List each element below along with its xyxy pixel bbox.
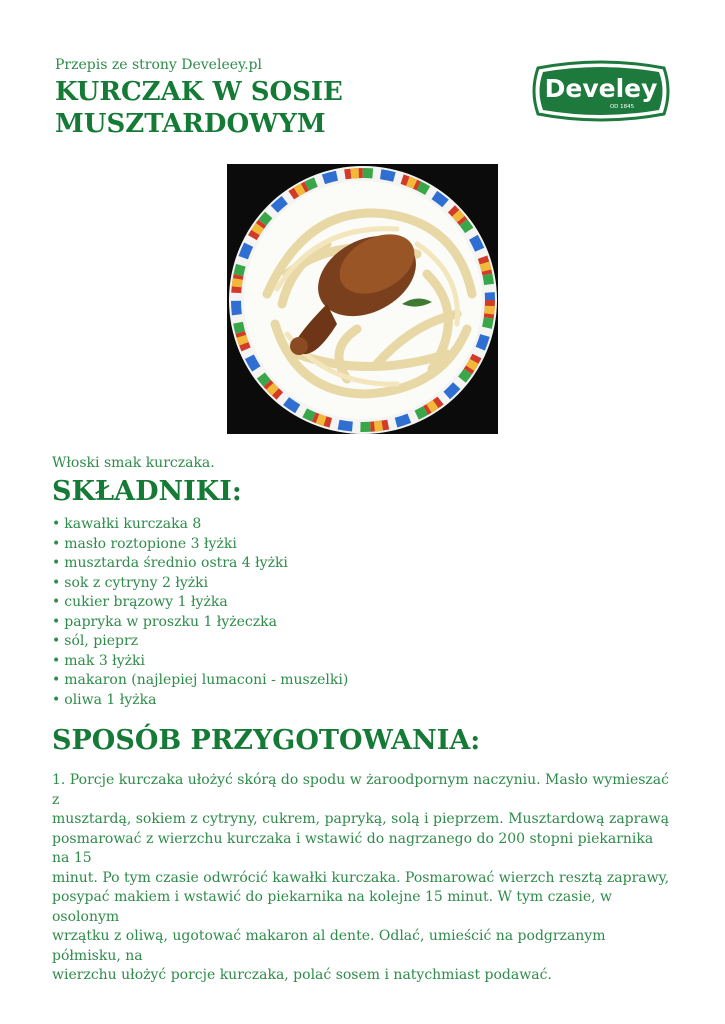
preparation-line: wierzchu ułożyć porcje kurczaka, polać sosem i natychmiast podawać. <box>52 967 552 983</box>
ingredient-item: • masło roztopione 3 łyżki <box>52 535 348 555</box>
ingredients-heading: SKŁADNIKI: <box>52 476 242 507</box>
ingredient-item: • makaron (najlepiej lumaconi - muszelki) <box>52 671 348 691</box>
ingredient-item: • mak 3 łyżki <box>52 652 348 672</box>
preparation-line: posmarować z wierzchu kurczaka i wstawić do nagrzanego do 200 stopni piekarnika na 15 <box>52 830 654 866</box>
ingredient-item: • sól, pieprz <box>52 632 348 652</box>
preparation-line: posypać makiem i wstawić do piekarnika na kolejne 15 minut. W tym czasie, w osolonym <box>52 889 613 925</box>
preparation-line: wrzątku z oliwą, ugotować makaron al dente. Odlać, umieścić na podgrzanym półmisku, na <box>52 928 606 964</box>
ingredient-item: • oliwa 1 łyżka <box>52 691 348 711</box>
ingredient-item: • sok z cytryny 2 łyżki <box>52 574 348 594</box>
plate-illustration <box>227 164 498 434</box>
preparation-line: musztardą, sokiem z cytryny, cukrem, papryką, solą i pieprzem. Musztardową zaprawą <box>52 811 670 827</box>
dish-photo <box>227 164 498 434</box>
logo-since: OD 1845 <box>609 104 635 110</box>
ingredient-item: • cukier brązowy 1 łyżka <box>52 593 348 613</box>
preparation-line: 1. Porcje kurczaka ułożyć skórą do spodu w żaroodpornym naczyniu. Masło wymieszać z <box>52 772 669 808</box>
recipe-title <box>55 76 435 140</box>
ingredients-list <box>52 515 348 710</box>
ingredient-item: • musztarda średnio ostra 4 łyżki <box>52 554 348 574</box>
ingredient-item: • papryka w proszku 1 łyżeczka <box>52 613 348 633</box>
preparation-line: minut. Po tym czasie odwrócić kawałki kurczaka. Posmarować wierzch resztą zaprawy, <box>52 869 670 886</box>
develey-logo <box>532 60 670 122</box>
title-line: MUSZTARDOWYM <box>55 109 326 139</box>
logo-brand: Develey <box>544 74 658 103</box>
intro-text: Włoski smak kurczaka. <box>52 455 215 471</box>
preparation-heading: SPOSÓB PRZYGOTOWANIA: <box>52 725 481 756</box>
ingredient-item: • kawałki kurczaka 8 <box>52 515 348 535</box>
title-line: KURCZAK W SOSIE <box>55 77 343 107</box>
preparation-text <box>52 771 672 986</box>
source-line: Przepis ze strony Develeey.pl <box>55 57 262 73</box>
